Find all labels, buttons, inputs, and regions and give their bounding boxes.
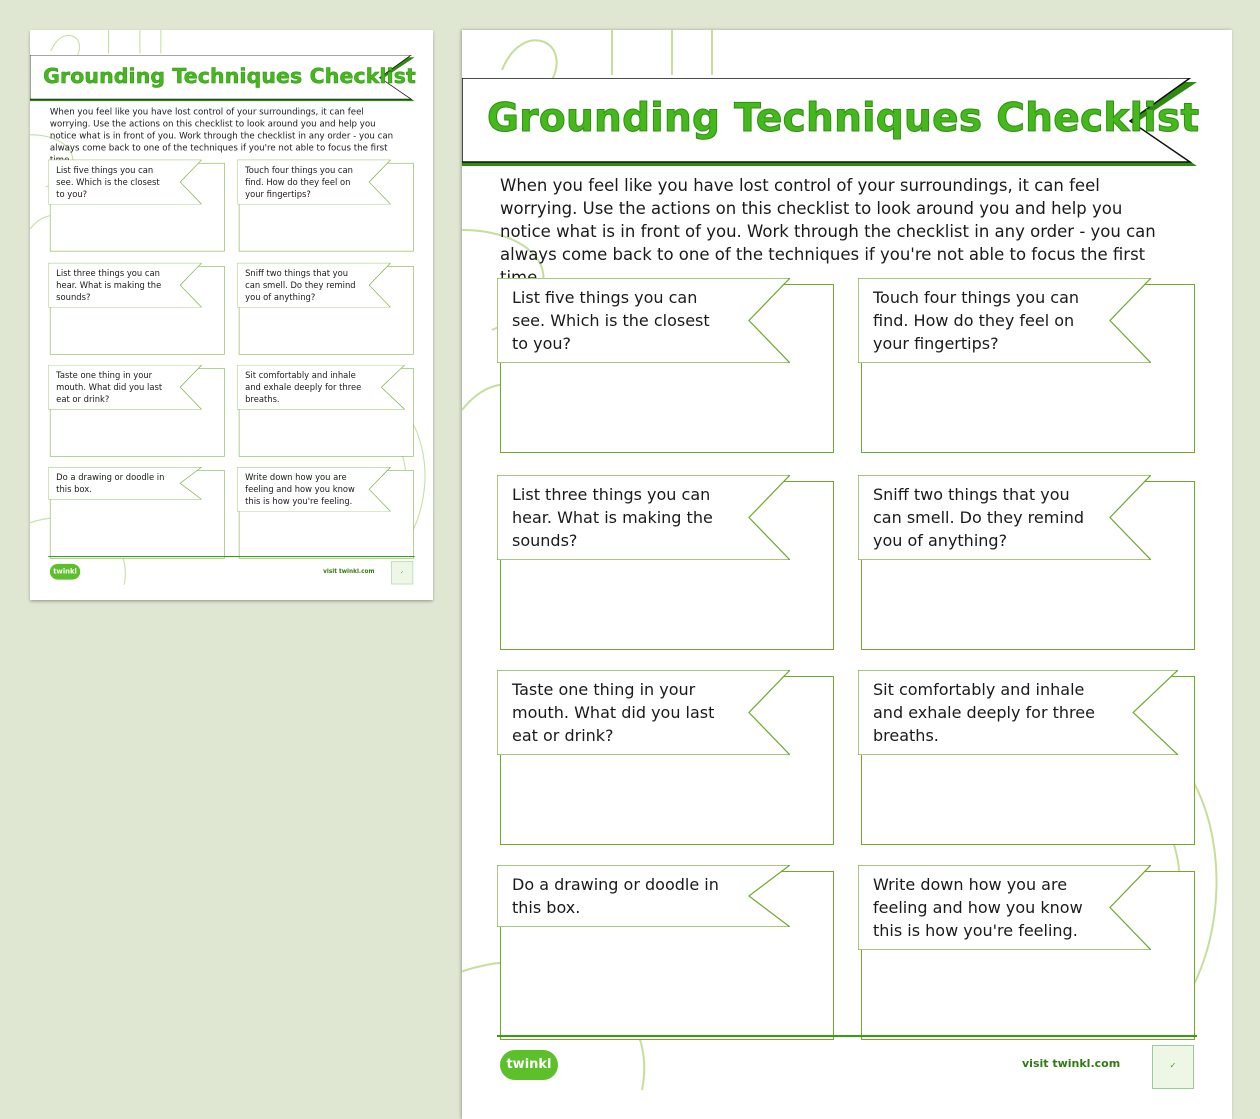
task-label: List five things you can see. Which is the closest to you?	[56, 165, 160, 200]
checklist-card	[48, 263, 224, 355]
footer-url: visit twinkl.com	[1022, 1057, 1121, 1070]
checklist-card	[858, 475, 1195, 650]
checklist-card	[237, 160, 413, 252]
checklist-card	[858, 670, 1195, 845]
checklist-card	[237, 365, 413, 457]
quality-badge: ✓	[1152, 1045, 1194, 1089]
task-banner	[48, 160, 201, 204]
intro-text: When you feel like you have lost control of your surroundings, it can feel worrying. Use the actions on this checklist to look around you and help you notice what is in front of you. Work through the checklist in any order - you can always come back to one of the techniques if you're not able to focus the first	[49, 106, 394, 153]
page-preview-zoomed	[462, 30, 1232, 1119]
task-label: List three things you can hear. What is making the sounds?	[56, 268, 162, 303]
task-label: Sit comfortably and inhale and exhale deeply for three breaths.	[873, 680, 1095, 745]
checklist-card	[497, 865, 834, 1040]
task-banner	[48, 263, 201, 307]
quality-badge: ✓	[391, 561, 413, 584]
page-preview-thumbnail	[30, 30, 433, 600]
task-banner	[858, 278, 1151, 363]
twinkl-logo: twinkl	[500, 1050, 558, 1080]
task-label: Taste one thing in your mouth. What did you last eat or drink?	[56, 370, 163, 405]
footer-divider	[497, 1035, 1197, 1037]
checklist-card	[497, 475, 834, 650]
task-label: Write down how you are feeling and how you know this is how you're feeling.	[245, 472, 355, 507]
page-title: Grounding Techniques Checklist	[487, 96, 1200, 141]
page-title: Grounding Techniques Checklist	[43, 64, 416, 89]
task-label: List three things you can hear. What is making the sounds?	[512, 485, 713, 550]
task-banner	[497, 475, 790, 560]
title-banner	[30, 55, 415, 102]
task-label: Write down how you are feeling and how you know this is how you're feeling.	[873, 875, 1083, 940]
title-banner	[462, 78, 1200, 168]
task-label: Sniff two things that you can smell. Do they remind you of anything?	[873, 485, 1085, 550]
task-banner	[237, 160, 390, 204]
task-banner	[858, 670, 1178, 755]
task-banner	[237, 467, 390, 511]
checklist-card	[237, 467, 413, 559]
task-label: List five things you can see. Which is the closest to you?	[512, 288, 710, 353]
checklist-card	[858, 865, 1195, 1040]
task-banner	[237, 263, 390, 307]
footer-url: visit twinkl.com	[323, 567, 375, 575]
task-label: Sit comfortably and inhale and exhale deeply for three breaths.	[245, 370, 362, 405]
task-banner	[858, 865, 1151, 950]
checklist-card	[858, 278, 1195, 453]
checklist-card	[237, 263, 413, 355]
task-label: Touch four things you can find. How do they feel on your fingertips?	[245, 165, 353, 200]
task-label: Do a drawing or doodle in this box.	[512, 875, 719, 917]
checklist-card	[497, 670, 834, 845]
task-banner	[497, 865, 790, 927]
intro-text: When you feel like you have lost control of your surroundings, it can feel worrying. Use the actions on this checklist to look around you and help you notice what is in front of you. Work through the checklist in any order - you can always come back to one of the techniques if you're not able to focus the first	[500, 176, 1156, 264]
checklist-card	[48, 467, 224, 559]
footer-divider	[48, 556, 414, 557]
task-banner	[497, 670, 790, 755]
task-label: Taste one thing in your mouth. What did you last eat or drink?	[512, 680, 715, 745]
task-label: Do a drawing or doodle in this box.	[56, 472, 165, 495]
checklist-card	[48, 365, 224, 457]
checklist-card	[497, 278, 834, 453]
task-banner	[237, 365, 404, 409]
task-banner	[48, 365, 201, 409]
task-label: Sniff two things that you can smell. Do they remind you of anything?	[245, 268, 356, 303]
task-banner	[858, 475, 1151, 560]
twinkl-logo: twinkl	[50, 564, 80, 580]
task-banner	[48, 467, 201, 499]
checklist-card	[48, 160, 224, 252]
task-banner	[497, 278, 790, 363]
task-label: Touch four things you can find. How do they feel on your fingertips?	[873, 288, 1080, 353]
